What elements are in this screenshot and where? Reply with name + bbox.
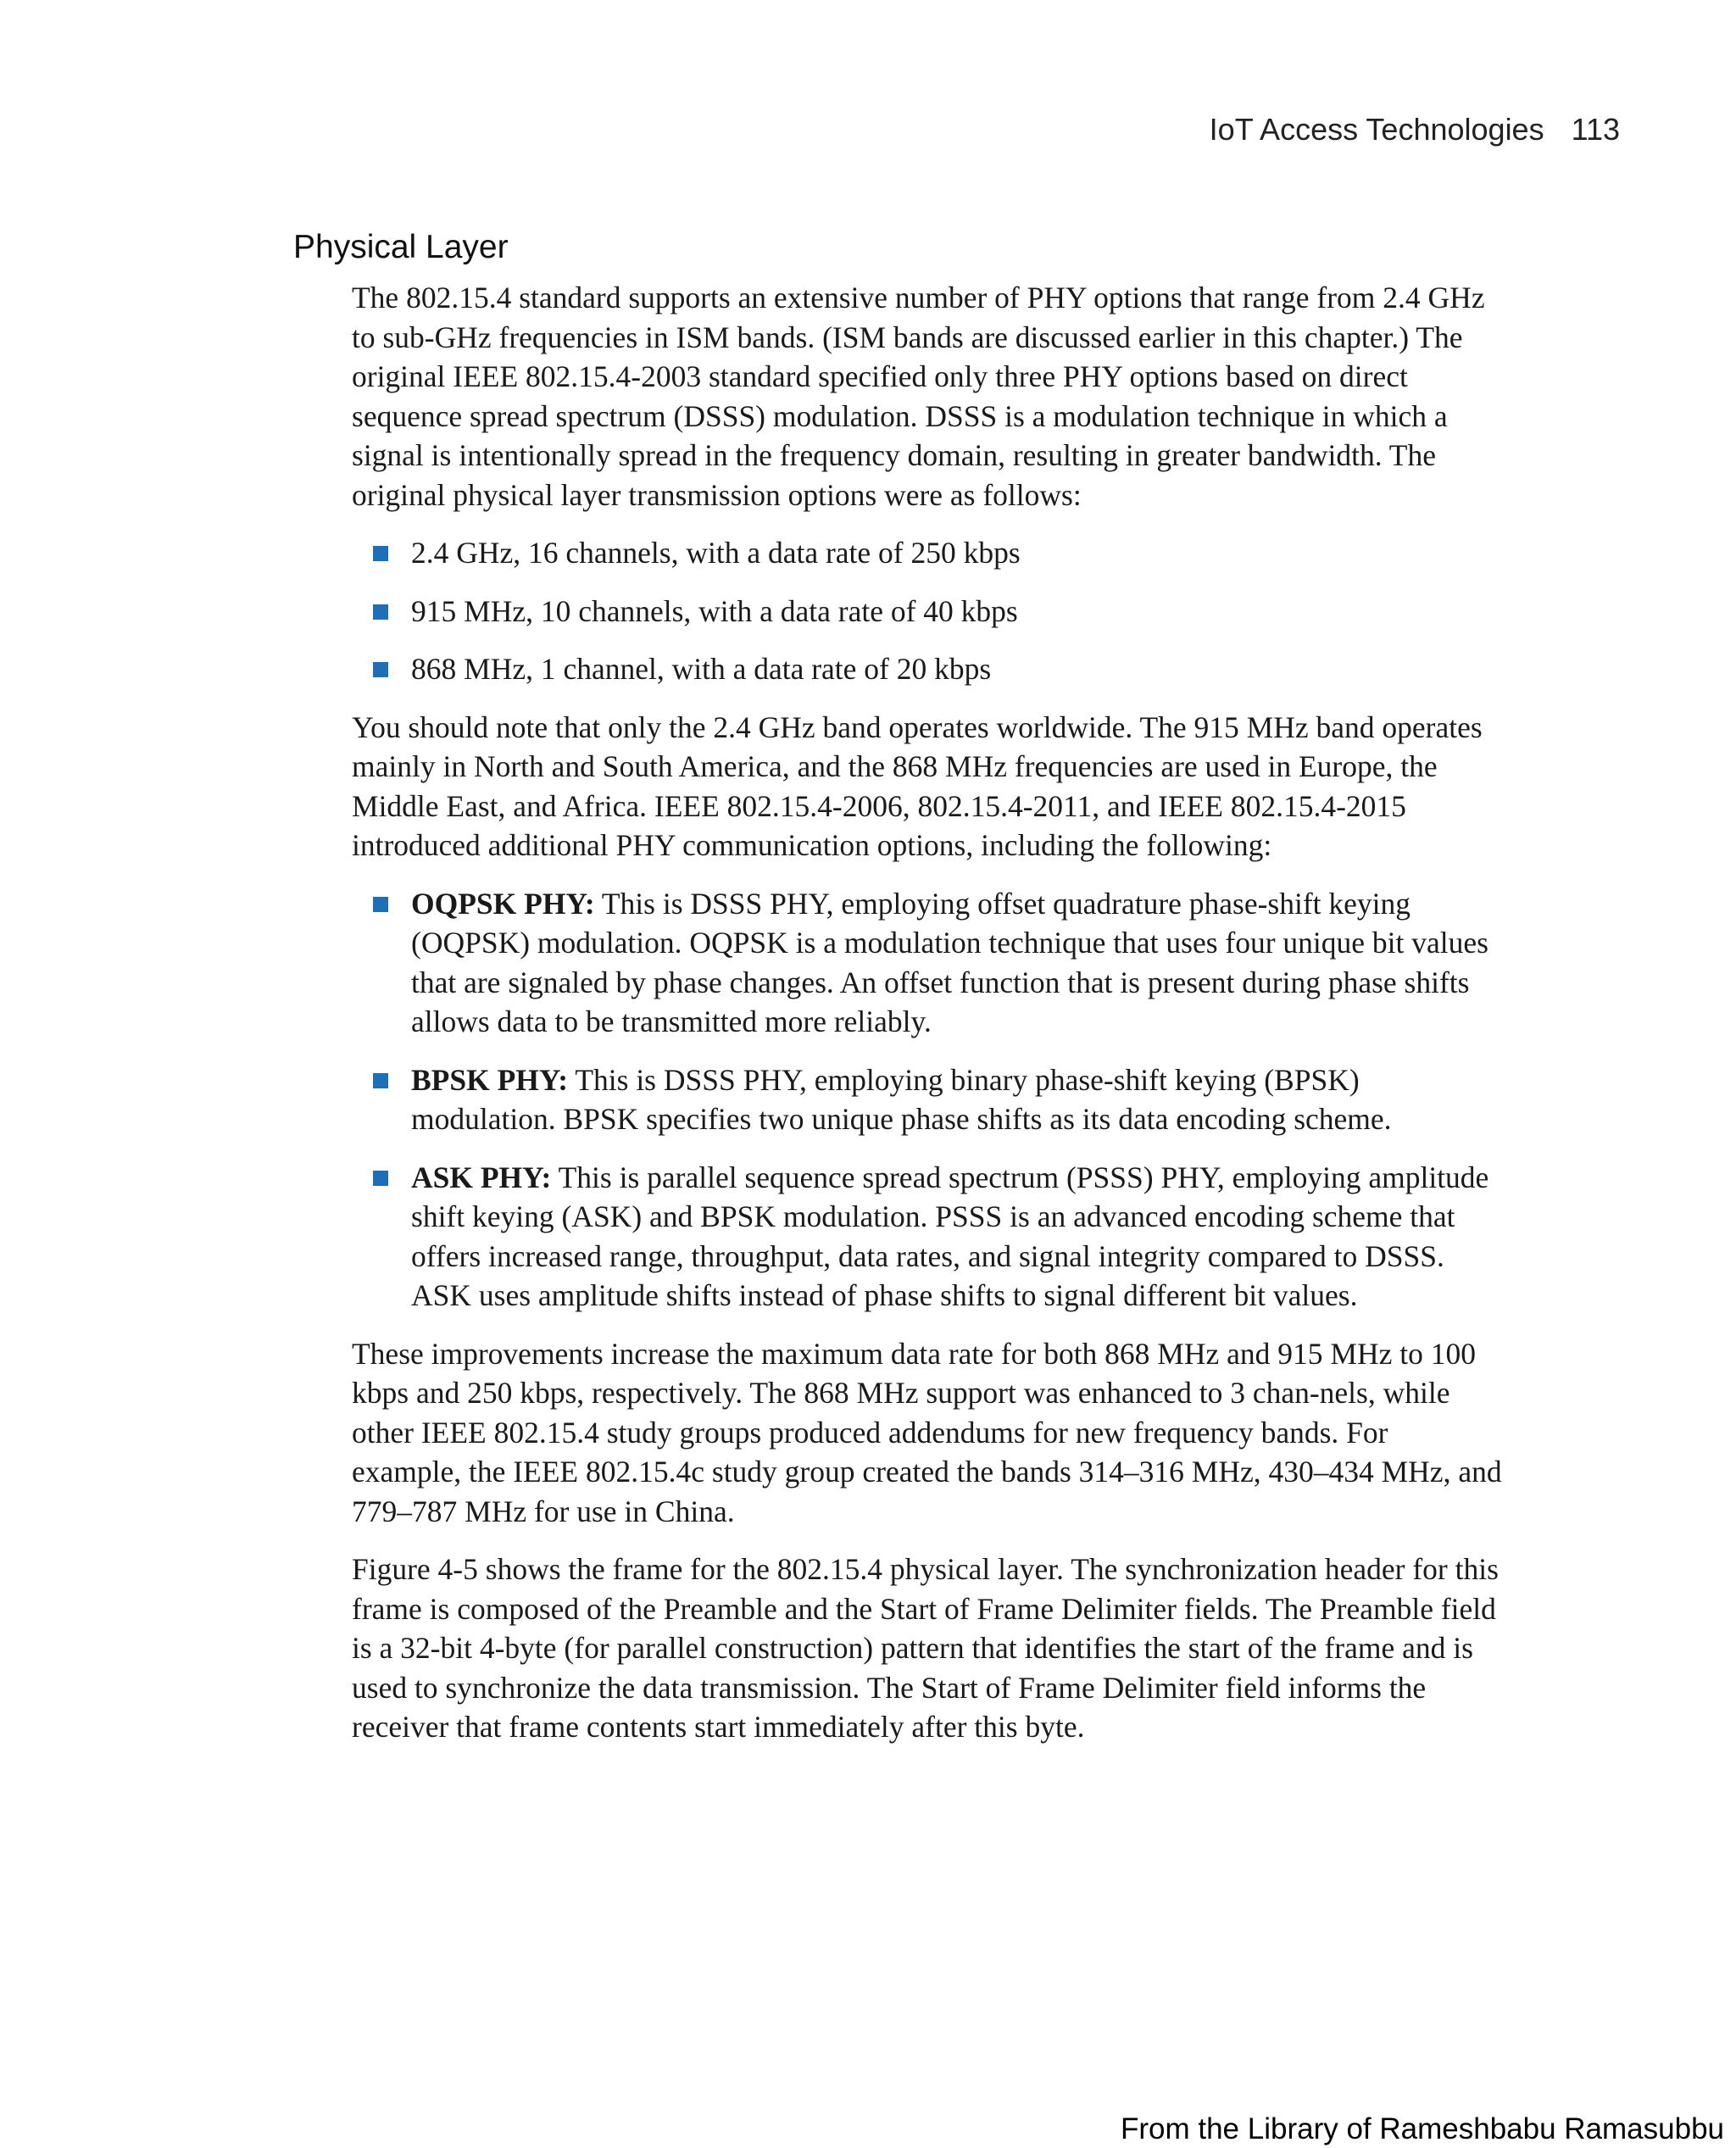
- term-description: This is parallel sequence spread spectrum (PSSS) PHY, employing amplitude shift keying (ASK) and BPSK modulation. PSSS is an advanced encoding scheme that offers increased range, throughput, data rates, and signal integrity compared to DSSS. ASK uses amplitude shifts instead of phase shifts to signal different bit values.: [411, 1160, 1489, 1312]
- term-description: This is DSSS PHY, employing binary phase-shift keying (BPSK) modulation. BPSK specifies two unique phase shifts as its data encoding scheme.: [411, 1062, 1392, 1136]
- list-item: [352, 592, 1505, 632]
- list-item: [352, 533, 1505, 573]
- list-item: [352, 649, 1505, 689]
- running-title: IoT Access Technologies: [1209, 112, 1544, 147]
- list-item: [352, 884, 1505, 1042]
- list-item-text: 868 MHz, 1 channel, with a data rate of 20 kbps: [411, 652, 992, 686]
- square-bullet-icon: [373, 897, 388, 912]
- body-text: [352, 278, 1505, 1766]
- square-bullet-icon: [373, 546, 388, 561]
- list-item: [352, 1158, 1505, 1316]
- term-ask: ASK PHY:: [411, 1160, 552, 1194]
- additional-phy-options-list: [352, 884, 1505, 1316]
- square-bullet-icon: [373, 1171, 388, 1186]
- original-phy-options-list: [352, 533, 1505, 689]
- term-oqpsk: OQPSK PHY:: [411, 886, 595, 921]
- list-item-text: 915 MHz, 10 channels, with a data rate of 40 kbps: [411, 593, 1018, 628]
- paragraph-intro: The 802.15.4 standard supports an extensive number of PHY options that range from 2.4 GHz to sub-GHz frequencies in ISM bands. (ISM bands are discussed earlier in this chapter.) The original IEEE 802.15.4-2003 standard specified only three PHY options based on direct sequence spread spectrum (DSSS) modulation. DSSS is a modulation technique in which a signal is intentionally spread in the frequency domain, resulting in greater bandwidth. The original physical layer transmission options were as follows:: [352, 281, 1485, 512]
- list-item-text: 2.4 GHz, 16 channels, with a data rate of 250 kbps: [411, 536, 1021, 570]
- square-bullet-icon: [373, 662, 388, 677]
- paragraph-regions: You should note that only the 2.4 GHz band operates worldwide. The 915 MHz band operates mainly in North and South America, and the 868 MHz frequencies are used in Europe, the Middle East, and Africa. IEEE 802.15.4-2006, 802.15.4-2011, and IEEE 802.15.4-2015 introduced additional PHY communication options, including the following:: [352, 710, 1483, 862]
- section-heading: Physical Layer: [293, 229, 509, 265]
- term-bpsk: BPSK PHY:: [411, 1062, 569, 1097]
- paragraph-improvements: These improvements increase the maximum data rate for both 868 MHz and 915 MHz to 100 kbps and 250 kbps, respectively. The 868 MHz support was enhanced to 3 chan-nels, while other IEEE 802.15.4 study groups produced addendums for new frequency bands. For example, the IEEE 802.15.4c study group created the bands 314–316 MHz, 430–434 MHz, and 779–787 MHz for use in China.: [352, 1336, 1502, 1528]
- library-footer: From the Library of Rameshbabu Ramasubbu: [1120, 2112, 1724, 2145]
- list-item: [352, 1060, 1505, 1139]
- running-head: [1210, 112, 1620, 147]
- square-bullet-icon: [373, 604, 388, 620]
- page-number: 113: [1571, 112, 1620, 147]
- term-description: This is DSSS PHY, employing offset quadrature phase-shift keying (OQPSK) modulation. OQPSK is a modulation technique that uses four unique bit values that are signaled by phase changes. An offset function that is present during phase shifts allows data to be transmitted more reliably.: [411, 886, 1488, 1038]
- square-bullet-icon: [373, 1073, 388, 1088]
- paragraph-frame: Figure 4-5 shows the frame for the 802.15.4 physical layer. The synchronization header for this frame is composed of the Preamble and the Start of Frame Delimiter fields. The Preamble field is a 32-bit 4-byte (for parallel construction) pattern that identifies the start of the frame and is used to synchronize the data transmission. The Start of Frame Delimiter field informs the receiver that frame contents start immediately after this byte.: [352, 1552, 1499, 1744]
